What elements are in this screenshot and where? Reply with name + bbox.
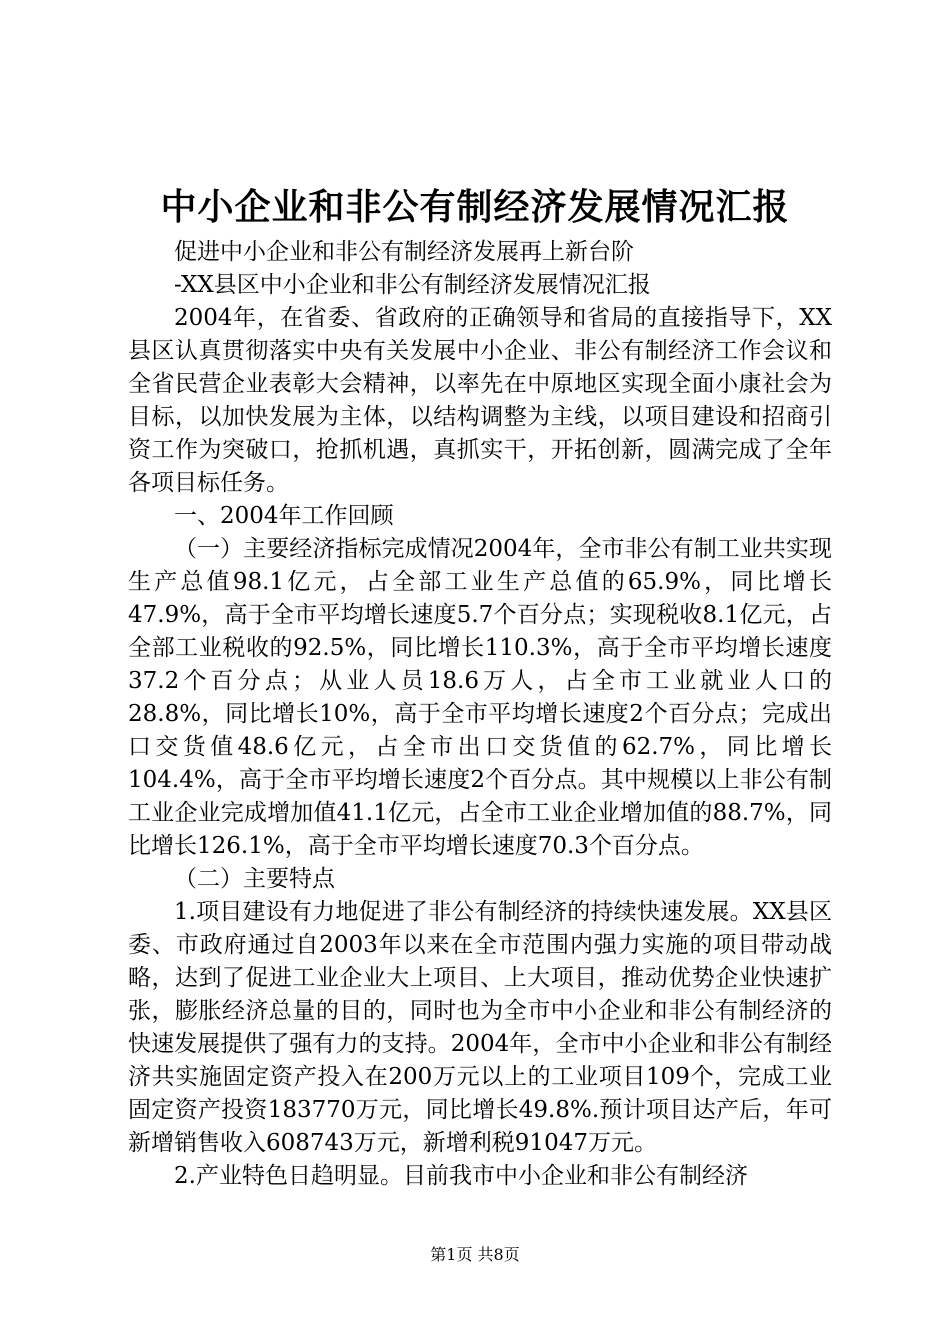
page-number: 第1页 共8页 [430,1245,520,1264]
section-heading-2: （二）主要特点 [174,866,335,892]
section-heading-1: 一、2004年工作回顾 [174,503,394,529]
document-title: 中小企业和非公有制经济发展情况汇报 [160,186,790,228]
document-body [128,236,832,1193]
paragraph-intro: 2004年，在省委、省政府的正确领导和省局的直接指导下，XX县区认真贯彻落实中央有关发展中小企业、非公有制经济工作会议和全省民营企业表彰大会精神，以率先在中原地区实现全面小康社会为目标，以加快发展为主体，以结构调整为主线，以项目建设和招商引资工作为突破口，抢抓机遇，真抓实干，开拓创新，圆满完成了全年各项目标任务。 [128,305,832,496]
paragraph-indicators: （一）主要经济指标完成情况2004年，全市非公有制工业共实现生产总值98.1亿元，占全部工业生产总值的65.9%，同比增长47.9%，高于全市平均增长速度5.7个百分点；实现税收8.1亿元，占全部工业税收的92.5%，同比增长110.3%，高于全市平均增长速度37.2个百分点；从业人员18.6万人，占全市工业就业人口的28.8%，同比增长10%，高于全市平均增长速度2个百分点；完成出口交货值48.6亿元，占全市出口交货值的62.7%，同比增长104.4%，高于全市平均增长速度2个百分点。其中规模以上非公有制工业企业完成增加值41.1亿元，占全市工业企业增加值的88.7%，同比增长126.1%，高于全市平均增长速度70.3个百分点。 [128,536,832,859]
paragraph-project-construction: 1.项目建设有力地促进了非公有制经济的持续快速发展。XX县区委、市政府通过自2003年以来在全市范围内强力实施的项目带动战略，达到了促进工业企业大上项目、上大项目，推动优势企业快速扩张，膨胀经济总量的目的，同时也为全市中小企业和非公有制经济的快速发展提供了强有力的支持。2004年，全市中小企业和非公有制经济共实施固定资产投入在200万元以上的工业项目109个，完成工业固定资产投资183770万元，同比增长49.8%.预计项目达产后，年可新增销售收入608743万元，新增利税91047万元。 [128,899,832,1156]
paragraph-subtitle-2: -XX县区中小企业和非公有制经济发展情况汇报 [174,272,651,298]
paragraph-subtitle: 促进中小企业和非公有制经济发展再上新台阶 [174,239,634,265]
paragraph-industry-features: 2.产业特色日趋明显。目前我市中小企业和非公有制经济 [174,1163,748,1189]
